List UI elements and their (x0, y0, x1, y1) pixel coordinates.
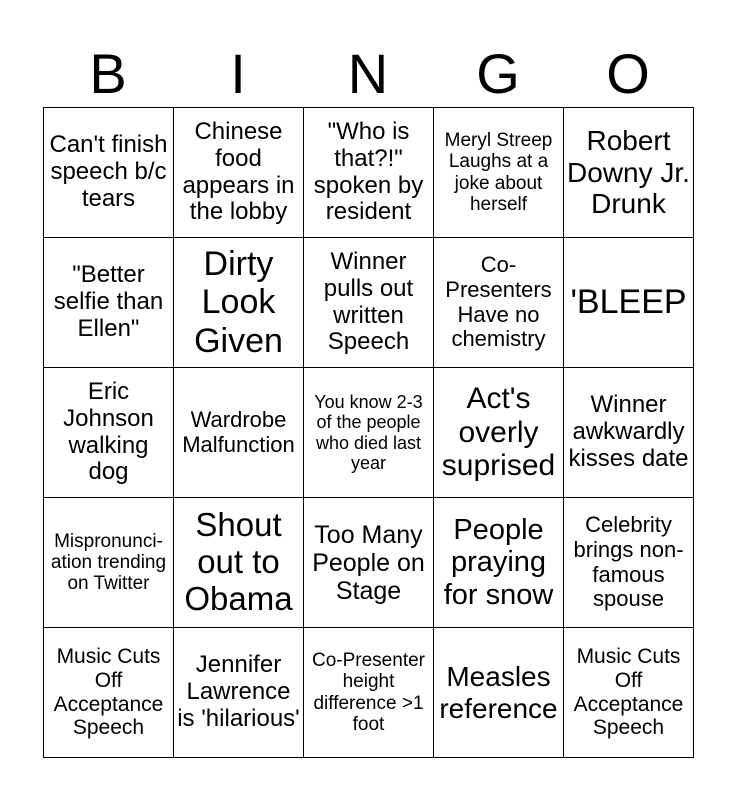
bingo-cell[interactable]: Chinese food appears in the lobby (174, 108, 304, 238)
grid-row (44, 498, 694, 628)
grid-row (44, 628, 694, 758)
bingo-cell[interactable]: Robert Downy Jr. Drunk (564, 108, 694, 238)
bingo-header (43, 44, 693, 104)
grid-row (44, 108, 694, 238)
bingo-cell[interactable]: Celebrity brings non-famous spouse (564, 498, 694, 628)
header-letter-g: G (476, 42, 520, 105)
bingo-cell[interactable]: Too Many People on Stage (304, 498, 434, 628)
bingo-cell[interactable]: 'BLEEP (564, 238, 694, 368)
bingo-cell[interactable]: "Better selfie than Ellen" (44, 238, 174, 368)
header-letter-n: N (347, 42, 389, 105)
bingo-cell[interactable]: Music Cuts Off Acceptance Speech (44, 628, 174, 758)
bingo-cell[interactable]: Jennifer Lawrence is 'hilarious' (174, 628, 304, 758)
grid-row (44, 238, 694, 368)
bingo-cell[interactable]: People praying for snow (434, 498, 564, 628)
bingo-cell[interactable]: "Who is that?!" spoken by resident (304, 108, 434, 238)
header-letter-b: B (89, 42, 127, 105)
bingo-cell[interactable]: Act's overly suprised (434, 368, 564, 498)
bingo-cell[interactable]: Wardrobe Malfunction (174, 368, 304, 498)
bingo-cell[interactable]: Winner awkwardly kisses date (564, 368, 694, 498)
bingo-grid (43, 107, 694, 758)
bingo-cell[interactable]: Winner pulls out written Speech (304, 238, 434, 368)
bingo-cell[interactable]: Measles reference (434, 628, 564, 758)
bingo-cell[interactable]: Mispronunci-ation trending on Twitter (44, 498, 174, 628)
bingo-cell[interactable]: Eric Johnson walking dog (44, 368, 174, 498)
bingo-cell[interactable]: Music Cuts Off Acceptance Speech (564, 628, 694, 758)
header-letter-o: O (606, 42, 650, 105)
bingo-cell[interactable]: Dirty Look Given (174, 238, 304, 368)
bingo-cell[interactable]: Co-Presenter height difference >1 foot (304, 628, 434, 758)
bingo-cell[interactable]: Shout out to Obama (174, 498, 304, 628)
grid-row (44, 368, 694, 498)
header-letter-i: I (230, 42, 246, 105)
bingo-cell[interactable]: You know 2-3 of the people who died last year (304, 368, 434, 498)
bingo-cell[interactable]: Meryl Streep Laughs at a joke about herself (434, 108, 564, 238)
bingo-cell[interactable]: Can't finish speech b/c tears (44, 108, 174, 238)
bingo-cell[interactable]: Co-Presenters Have no chemistry (434, 238, 564, 368)
